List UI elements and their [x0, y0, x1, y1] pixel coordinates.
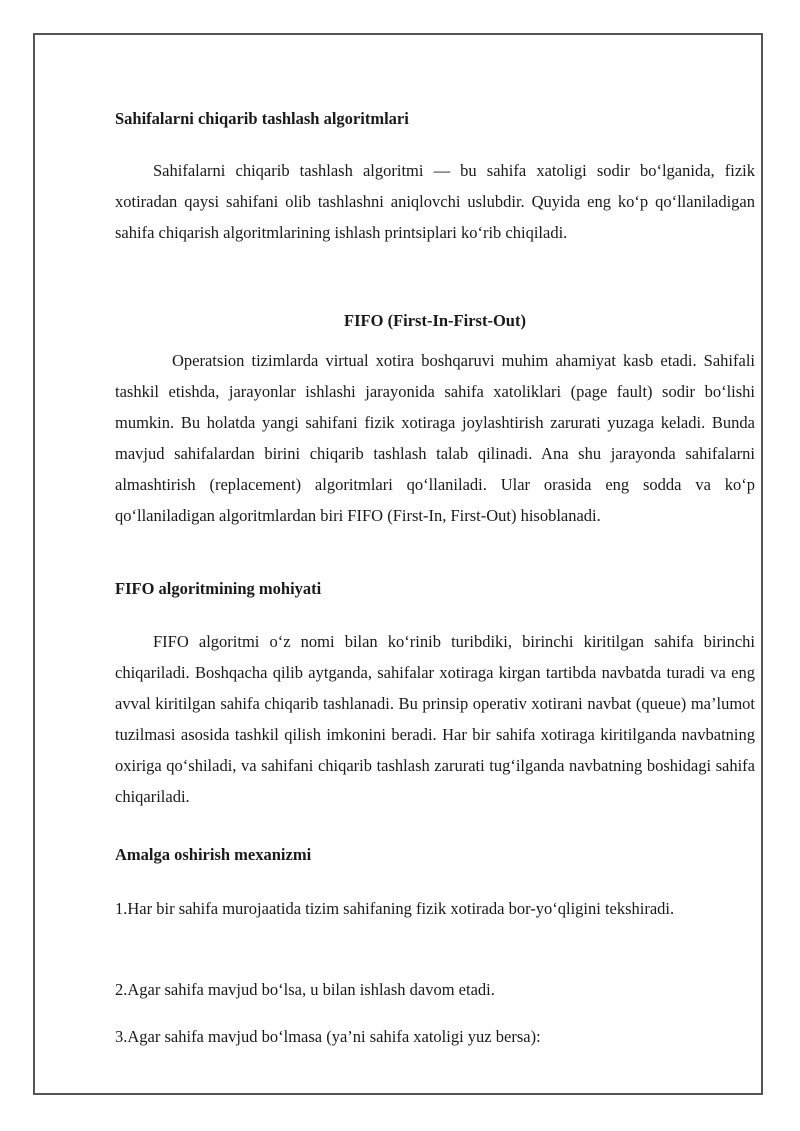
heading-main: Sahifalarni chiqarib tashlash algoritmlari	[115, 109, 409, 128]
heading-essence: FIFO algoritmining mohiyati	[115, 579, 322, 598]
step-3: 3.Agar sahifa mavjud bo‘lmasa (ya’ni sahifa xatoligi yuz bersa):	[115, 1027, 541, 1046]
heading-mechanism: Amalga oshirish mexanizmi	[115, 845, 312, 864]
fifo-paragraph: Operatsion tizimlarda virtual xotira boshqaruvi muhim ahamiyat kasb etadi. Sahifali tashkil etishda, jarayonlar ishlashi jarayonida sahifa xatoliklari (page fault) sodir bo‘lishi mumkin. Bu holatda yangi sahifani fizik xotiraga joylashtirish zarurati yuzaga keladi. Bunda mavjud sahifalardan birini chiqarib tashlash talab qilinadi. Ana shu jarayonda sahifalarni almashtirish (replacement) algoritmlari qo‘llaniladi. Ular orasida eng sodda va ko‘p qo‘llaniladigan algoritmlardan biri FIFO (First-In, First-Out) hisoblanadi.	[115, 351, 755, 525]
step-1: 1.Har bir sahifa murojaatida tizim sahifaning fizik xotirada bor-yo‘qligini tekshiradi.	[115, 899, 675, 918]
intro-paragraph: Sahifalarni chiqarib tashlash algoritmi — bu sahifa xatoligi sodir bo‘lganida, fizik xotiradan qaysi sahifani olib tashlashni aniqlovchi uslubdir. Quyida eng ko‘p qo‘llaniladigan sahifa chiqarish algoritmlarining ishlash printsiplari ko‘rib chiqiladi.	[115, 161, 755, 242]
heading-fifo: FIFO (First-In-First-Out)	[344, 311, 526, 330]
essence-paragraph: FIFO algoritmi o‘z nomi bilan ko‘rinib turibdiki, birinchi kiritilgan sahifa birinchi chiqariladi. Boshqacha qilib aytganda, sahifalar xotiraga kirgan tartibda navbatda turadi va eng avval kiritilgan sahifa chiqarib tashlanadi. Bu prinsip operativ xotirani navbat (queue) ma’lumot tuzilmasi asosida tashkil qilish imkonini beradi. Har bir sahifa xotiraga kiritilganda navbatning oxiriga qo‘shiladi, va sahifani chiqarib tashlash zarurati tug‘ilganda navbatning boshidagi sahifa chiqariladi.	[115, 632, 755, 806]
step-2: 2.Agar sahifa mavjud bo‘lsa, u bilan ishlash davom etadi.	[115, 980, 495, 999]
